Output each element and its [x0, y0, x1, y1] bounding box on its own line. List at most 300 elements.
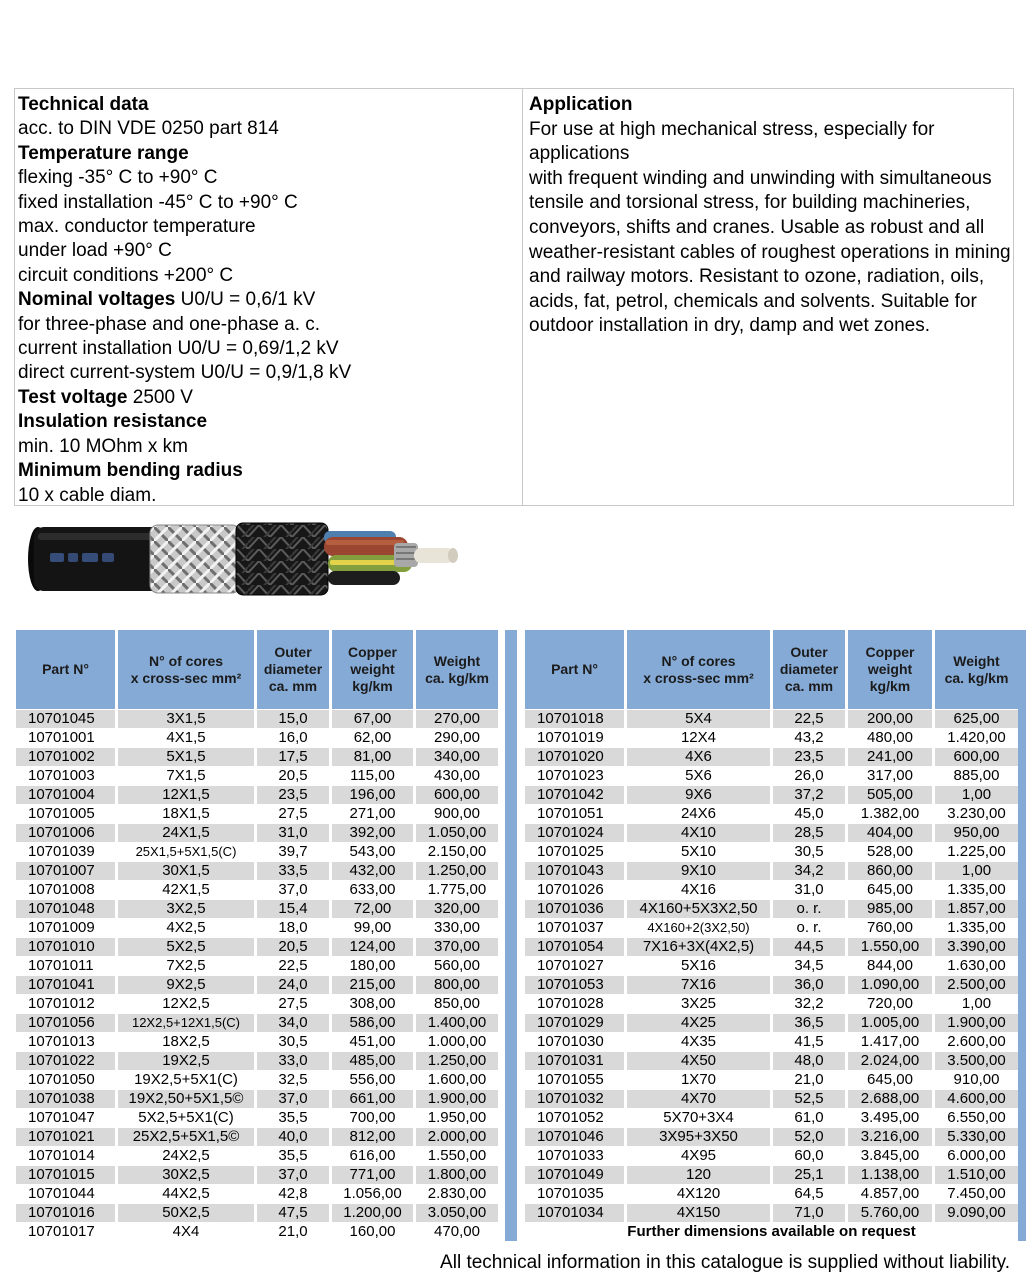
table-cell: 2.500,00: [935, 976, 1018, 994]
table-cell: 5.760,00: [848, 1204, 932, 1222]
tech-line: min. 10 MOhm x km: [18, 435, 188, 457]
table-cell: 64,5: [773, 1185, 845, 1203]
tech-line: current installation U0/U = 0,69/1,2 kV: [18, 338, 339, 360]
table-cell: 41,5: [773, 1033, 845, 1051]
table-cell: 844,00: [848, 957, 932, 975]
table-cell: 543,00: [332, 843, 413, 861]
part-number-cell: 10701019: [525, 729, 624, 747]
table-cell: 3.216,00: [848, 1128, 932, 1146]
application-line: with frequent winding and unwinding with simultaneous: [529, 167, 992, 189]
table-cell: 19X2,5+5X1(C): [118, 1071, 254, 1089]
table-cell: 34,5: [773, 957, 845, 975]
table-cell: 340,00: [416, 748, 498, 766]
application-line: tensile and torsional stress, for building machineries,: [529, 192, 971, 214]
part-number-cell: 10701011: [16, 957, 115, 975]
table-cell: 470,00: [416, 1223, 498, 1241]
table-cell: 4X70: [627, 1090, 770, 1108]
table-cell: 19X2,50+5X1,5©: [118, 1090, 254, 1108]
part-number-cell: 10701035: [525, 1185, 624, 1203]
column-header: Outer diameter ca. mm: [257, 630, 329, 709]
tech-line: flexing -35° C to +90° C: [18, 167, 218, 189]
table-cell: 27,5: [257, 995, 329, 1013]
table-cell: 35,5: [257, 1147, 329, 1165]
table-cell: 860,00: [848, 862, 932, 880]
table-cell: 7X16: [627, 976, 770, 994]
table-cell: 5.330,00: [935, 1128, 1018, 1146]
tech-line: Insulation resistance: [18, 411, 208, 433]
table-cell: 1.250,00: [416, 1052, 498, 1070]
table-cell: 7X16+3X(4X2,5): [627, 938, 770, 956]
table-cell: 24X2,5: [118, 1147, 254, 1165]
application-heading: Application: [529, 94, 633, 115]
table-cell: 30,5: [773, 843, 845, 861]
application-line: conveyors, shifts and cranes. Usable as robust and all: [529, 216, 985, 238]
table-cell: 7.450,00: [935, 1185, 1018, 1203]
table-cell: 3.050,00: [416, 1204, 498, 1222]
table-cell: 1.225,00: [935, 843, 1018, 861]
table-cell: 1.335,00: [935, 919, 1018, 937]
table-cell: 600,00: [416, 786, 498, 804]
table-cell: 1.200,00: [332, 1204, 413, 1222]
part-number-cell: 10701056: [16, 1014, 115, 1032]
table-cell: 950,00: [935, 824, 1018, 842]
info-box: [14, 88, 1014, 506]
table-cell: 370,00: [416, 938, 498, 956]
table-cell: 39,7: [257, 843, 329, 861]
table-cell: 5X6: [627, 767, 770, 785]
part-number-cell: 10701027: [525, 957, 624, 975]
table-cell: 33,5: [257, 862, 329, 880]
table-cell: 885,00: [935, 767, 1018, 785]
table-cell: 1.138,00: [848, 1166, 932, 1184]
table-cell: 23,5: [773, 748, 845, 766]
application-section: [529, 93, 1011, 339]
part-number-cell: 10701053: [525, 976, 624, 994]
cable-silver-braid: [150, 525, 240, 593]
table-cell: 1.335,00: [935, 881, 1018, 899]
table-right-edge-strip: [1018, 630, 1026, 1241]
table-cell: 480,00: [848, 729, 932, 747]
table-cell: 16,0: [257, 729, 329, 747]
column-header: Copper weight kg/km: [332, 630, 413, 709]
table-cell: 3.500,00: [935, 1052, 1018, 1070]
table-cell: 26,0: [773, 767, 845, 785]
tech-line: fixed installation -45° C to +90° C: [18, 191, 298, 213]
part-number-cell: 10701045: [16, 710, 115, 728]
table-cell: 2.000,00: [416, 1128, 498, 1146]
table-cell: 661,00: [332, 1090, 413, 1108]
table-cell: 330,00: [416, 919, 498, 937]
table-cell: 3X1,5: [118, 710, 254, 728]
table-cell: 1.510,00: [935, 1166, 1018, 1184]
table-cell: 1.900,00: [935, 1014, 1018, 1032]
table-cell: 241,00: [848, 748, 932, 766]
table-cell: 800,00: [416, 976, 498, 994]
part-number-cell: 10701051: [525, 805, 624, 823]
part-number-cell: 10701032: [525, 1090, 624, 1108]
table-cell: 24X6: [627, 805, 770, 823]
table-cell: 1,00: [935, 786, 1018, 804]
table-cell: 290,00: [416, 729, 498, 747]
table-cell: 760,00: [848, 919, 932, 937]
column-header: Outer diameter ca. mm: [773, 630, 845, 709]
table-cell: 4X120: [627, 1185, 770, 1203]
table-cell: 5X70+3X4: [627, 1109, 770, 1127]
further-dimensions-note: Further dimensions available on request: [525, 1223, 1018, 1241]
table-cell: 451,00: [332, 1033, 413, 1051]
part-number-cell: 10701044: [16, 1185, 115, 1203]
table-cell: 600,00: [935, 748, 1018, 766]
table-cell: 22,5: [257, 957, 329, 975]
part-number-cell: 10701041: [16, 976, 115, 994]
table-cell: 48,0: [773, 1052, 845, 1070]
table-cell: 985,00: [848, 900, 932, 918]
application-text: [529, 118, 1011, 339]
table-cell: 44X2,5: [118, 1185, 254, 1203]
table-cell: 1.250,00: [416, 862, 498, 880]
table-cell: 3.390,00: [935, 938, 1018, 956]
table-cell: 771,00: [332, 1166, 413, 1184]
table-cell: 556,00: [332, 1071, 413, 1089]
table-cell: 7X1,5: [118, 767, 254, 785]
table-cell: 12X2,5+12X1,5(C): [118, 1014, 254, 1032]
table-cell: 2.150,00: [416, 843, 498, 861]
table-cell: 4X16: [627, 881, 770, 899]
table-cell: 586,00: [332, 1014, 413, 1032]
part-number-cell: 10701046: [525, 1128, 624, 1146]
part-number-cell: 10701003: [16, 767, 115, 785]
part-number-cell: 10701010: [16, 938, 115, 956]
table-cell: 18X1,5: [118, 805, 254, 823]
table-cell: 4X160+2(3X2,50): [627, 919, 770, 937]
table-cell: 1.550,00: [848, 938, 932, 956]
cable-black-braid: [236, 523, 328, 595]
table-cell: 44,5: [773, 938, 845, 956]
table-cell: 2.024,00: [848, 1052, 932, 1070]
part-number-cell: 10701021: [16, 1128, 115, 1146]
part-number-cell: 10701052: [525, 1109, 624, 1127]
table-cell: 850,00: [416, 995, 498, 1013]
table-cell: 32,5: [257, 1071, 329, 1089]
table-cell: 15,4: [257, 900, 329, 918]
part-number-cell: 10701043: [525, 862, 624, 880]
tech-line: Temperature range: [18, 142, 189, 164]
part-number-cell: 10701029: [525, 1014, 624, 1032]
table-cell: 4X1,5: [118, 729, 254, 747]
part-number-cell: 10701022: [16, 1052, 115, 1070]
table-cell: 196,00: [332, 786, 413, 804]
table-cell: 30,5: [257, 1033, 329, 1051]
table-cell: 633,00: [332, 881, 413, 899]
column-header: N° of cores x cross-sec mm²: [118, 630, 254, 709]
table-cell: 24X1,5: [118, 824, 254, 842]
header-band: [26, 8, 1009, 80]
table-cell: 5X4: [627, 710, 770, 728]
tech-line: 10 x cable diam.: [18, 484, 157, 506]
table-cell: 61,0: [773, 1109, 845, 1127]
tech-line: Test voltage 2500 V: [18, 386, 193, 408]
table-cell: 5X1,5: [118, 748, 254, 766]
table-cell: 25,1: [773, 1166, 845, 1184]
table-cell: 99,00: [332, 919, 413, 937]
table-cell: 160,00: [332, 1223, 413, 1241]
table-cell: 700,00: [332, 1109, 413, 1127]
table-cell: 18X2,5: [118, 1033, 254, 1051]
table-cell: 4.600,00: [935, 1090, 1018, 1108]
table-cell: 34,0: [257, 1014, 329, 1032]
table-cell: 1.550,00: [416, 1147, 498, 1165]
table-cell: 1.630,00: [935, 957, 1018, 975]
part-number-cell: 10701024: [525, 824, 624, 842]
table-cell: 560,00: [416, 957, 498, 975]
tech-line: Nominal voltages U0/U = 0,6/1 kV: [18, 289, 316, 311]
table-cell: 4X95: [627, 1147, 770, 1165]
table-cell: 1.056,00: [332, 1185, 413, 1203]
table-cell: 1.800,00: [416, 1166, 498, 1184]
table-cell: 3X95+3X50: [627, 1128, 770, 1146]
table-cell: 4X50: [627, 1052, 770, 1070]
table-cell: 47,5: [257, 1204, 329, 1222]
part-number-cell: 10701042: [525, 786, 624, 804]
table-cell: 23,5: [257, 786, 329, 804]
table-cell: 1.000,00: [416, 1033, 498, 1051]
part-number-cell: 10701036: [525, 900, 624, 918]
table-cell: 1.005,00: [848, 1014, 932, 1032]
column-divider: [522, 89, 523, 505]
table-cell: 308,00: [332, 995, 413, 1013]
table-cell: 6.550,00: [935, 1109, 1018, 1127]
table-cell: 4X160+5X3X2,50: [627, 900, 770, 918]
table-cell: 33,0: [257, 1052, 329, 1070]
table-cell: 3X2,5: [118, 900, 254, 918]
table-cell: 20,5: [257, 767, 329, 785]
application-line: outdoor installation in dry, damp and wet zones.: [529, 315, 930, 337]
table-cell: 430,00: [416, 767, 498, 785]
table-cell: 28,5: [773, 824, 845, 842]
table-cell: 120: [627, 1166, 770, 1184]
table-cell: 270,00: [416, 710, 498, 728]
part-number-cell: 10701028: [525, 995, 624, 1013]
product-name: NSHTöu(K)-J: [45, 47, 213, 77]
part-number-cell: 10701048: [16, 900, 115, 918]
part-number-cell: 10701054: [525, 938, 624, 956]
table-cell: 812,00: [332, 1128, 413, 1146]
column-header: Weight ca. kg/km: [935, 630, 1018, 709]
table-cell: 25X2,5+5X1,5©: [118, 1128, 254, 1146]
column-header: Part N°: [525, 630, 624, 709]
table-cell: 1.900,00: [416, 1090, 498, 1108]
part-number-cell: 10701018: [525, 710, 624, 728]
table-cell: 9.090,00: [935, 1204, 1018, 1222]
table-cell: 1.600,00: [416, 1071, 498, 1089]
table-cell: 1,00: [935, 862, 1018, 880]
table-cell: 4X4: [118, 1223, 254, 1241]
table-cell: 1.090,00: [848, 976, 932, 994]
table-cell: 40,0: [257, 1128, 329, 1146]
table-cell: 1.050,00: [416, 824, 498, 842]
column-header: N° of cores x cross-sec mm²: [627, 630, 770, 709]
table-cell: 25X1,5+5X1,5(C): [118, 843, 254, 861]
table-cell: 4X25: [627, 1014, 770, 1032]
table-cell: 4X2,5: [118, 919, 254, 937]
part-number-cell: 10701034: [525, 1204, 624, 1222]
table-cell: 32,2: [773, 995, 845, 1013]
part-number-cell: 10701014: [16, 1147, 115, 1165]
table-cell: 21,0: [773, 1071, 845, 1089]
tech-line: acc. to DIN VDE 0250 part 814: [18, 118, 279, 140]
table-cell: 31,0: [773, 881, 845, 899]
table-cell: 4X10: [627, 824, 770, 842]
table-cell: 528,00: [848, 843, 932, 861]
pur-availability-note: Also in PUR available: [531, 47, 808, 77]
part-number-cell: 10701033: [525, 1147, 624, 1165]
table-cell: 320,00: [416, 900, 498, 918]
part-number-cell: 10701038: [16, 1090, 115, 1108]
table-cell: 3.495,00: [848, 1109, 932, 1127]
table-cell: 30X1,5: [118, 862, 254, 880]
table-cell: 15,0: [257, 710, 329, 728]
part-number-cell: 10701017: [16, 1223, 115, 1241]
table-cell: 3.845,00: [848, 1147, 932, 1165]
column-header: Weight ca. kg/km: [416, 630, 498, 709]
table-cell: 52,0: [773, 1128, 845, 1146]
table-cell: 1.950,00: [416, 1109, 498, 1127]
page-title: Drum reeling rubber cables: [45, 13, 397, 43]
table-cell: 27,5: [257, 805, 329, 823]
table-cell: 22,5: [773, 710, 845, 728]
liability-note: All technical information in this catalogue is supplied without liability.: [440, 1252, 1010, 1273]
application-line: weather-resistant cables of roughest operations in mining: [529, 241, 1011, 263]
table-cell: 36,0: [773, 976, 845, 994]
part-number-cell: 10701004: [16, 786, 115, 804]
table-cell: 62,00: [332, 729, 413, 747]
table-cell: 5X2,5+5X1(C): [118, 1109, 254, 1127]
application-line: and railway motors. Resistant to ozone, radiation, oils,: [529, 266, 985, 288]
table-cell: 34,2: [773, 862, 845, 880]
table-cell: 625,00: [935, 710, 1018, 728]
table-cell: o. r.: [773, 900, 845, 918]
table-cell: 4X150: [627, 1204, 770, 1222]
table-cell: o. r.: [773, 919, 845, 937]
table-cell: 3.230,00: [935, 805, 1018, 823]
table-cell: 115,00: [332, 767, 413, 785]
table-cell: 2.688,00: [848, 1090, 932, 1108]
table-cell: 7X2,5: [118, 957, 254, 975]
part-number-cell: 10701002: [16, 748, 115, 766]
tech-line: circuit conditions +200° C: [18, 264, 234, 286]
table-cell: 37,2: [773, 786, 845, 804]
column-header: Part N°: [16, 630, 115, 709]
table-cell: 485,00: [332, 1052, 413, 1070]
table-cell: 52,5: [773, 1090, 845, 1108]
table-cell: 1.857,00: [935, 900, 1018, 918]
table-cell: 81,00: [332, 748, 413, 766]
tech-line: Technical data: [18, 94, 149, 115]
table-cell: 616,00: [332, 1147, 413, 1165]
part-number-cell: 10701013: [16, 1033, 115, 1051]
table-cell: 45,0: [773, 805, 845, 823]
table-cell: 4.857,00: [848, 1185, 932, 1203]
table-cell: 35,5: [257, 1109, 329, 1127]
table-cell: 60,0: [773, 1147, 845, 1165]
table-cell: 36,5: [773, 1014, 845, 1032]
table-cell: 71,0: [773, 1204, 845, 1222]
table-cell: 24,0: [257, 976, 329, 994]
table-cell: 1.420,00: [935, 729, 1018, 747]
table-cell: 17,5: [257, 748, 329, 766]
application-line: For use at high mechanical stress, especially for: [529, 118, 935, 140]
table-cell: 1X70: [627, 1071, 770, 1089]
table-cell: 2.600,00: [935, 1033, 1018, 1051]
table-cell: 215,00: [332, 976, 413, 994]
part-number-cell: 10701020: [525, 748, 624, 766]
cable-photo: [28, 513, 460, 607]
table-cell: 9X10: [627, 862, 770, 880]
table-cell: 18,0: [257, 919, 329, 937]
table-cell: 5X10: [627, 843, 770, 861]
parts-table-left: [16, 630, 498, 1241]
part-number-cell: 10701039: [16, 843, 115, 861]
table-cell: 3X25: [627, 995, 770, 1013]
part-number-cell: 10701007: [16, 862, 115, 880]
part-number-cell: 10701049: [525, 1166, 624, 1184]
table-cell: 12X4: [627, 729, 770, 747]
application-line: applications: [529, 143, 630, 165]
application-line: acids, fat, petrol, chemicals and solvents. Suitable for: [529, 290, 977, 312]
table-cell: 20,5: [257, 938, 329, 956]
table-cell: 6.000,00: [935, 1147, 1018, 1165]
table-cell: 720,00: [848, 995, 932, 1013]
part-number-cell: 10701030: [525, 1033, 624, 1051]
table-cell: 9X2,5: [118, 976, 254, 994]
part-number-cell: 10701015: [16, 1166, 115, 1184]
part-number-cell: 10701023: [525, 767, 624, 785]
table-cell: 432,00: [332, 862, 413, 880]
column-header: Copper weight kg/km: [848, 630, 932, 709]
part-number-cell: 10701025: [525, 843, 624, 861]
table-cell: 4X35: [627, 1033, 770, 1051]
part-number-cell: 10701037: [525, 919, 624, 937]
table-cell: 30X2,5: [118, 1166, 254, 1184]
parts-table-right: [525, 630, 1018, 1241]
part-number-cell: 10701006: [16, 824, 115, 842]
table-cell: 31,0: [257, 824, 329, 842]
table-cell: 1,00: [935, 995, 1018, 1013]
table-cell: 4X6: [627, 748, 770, 766]
part-number-cell: 10701026: [525, 881, 624, 899]
table-cell: 19X2,5: [118, 1052, 254, 1070]
table-cell: 42X1,5: [118, 881, 254, 899]
table-cell: 271,00: [332, 805, 413, 823]
tech-line: Minimum bending radius: [18, 460, 243, 482]
table-cell: 43,2: [773, 729, 845, 747]
table-cell: 50X2,5: [118, 1204, 254, 1222]
table-cell: 317,00: [848, 767, 932, 785]
part-number-cell: 10701055: [525, 1071, 624, 1089]
tech-line: for three-phase and one-phase a. c.: [18, 313, 321, 335]
part-number-cell: 10701016: [16, 1204, 115, 1222]
part-number-cell: 10701012: [16, 995, 115, 1013]
table-cell: 1.382,00: [848, 805, 932, 823]
table-cell: 1.400,00: [416, 1014, 498, 1032]
table-cell: 200,00: [848, 710, 932, 728]
part-number-cell: 10701001: [16, 729, 115, 747]
tech-line: under load +90° C: [18, 240, 172, 262]
table-cell: 67,00: [332, 710, 413, 728]
table-cell: 1.417,00: [848, 1033, 932, 1051]
table-cell: 5X2,5: [118, 938, 254, 956]
table-cell: 42,8: [257, 1185, 329, 1203]
